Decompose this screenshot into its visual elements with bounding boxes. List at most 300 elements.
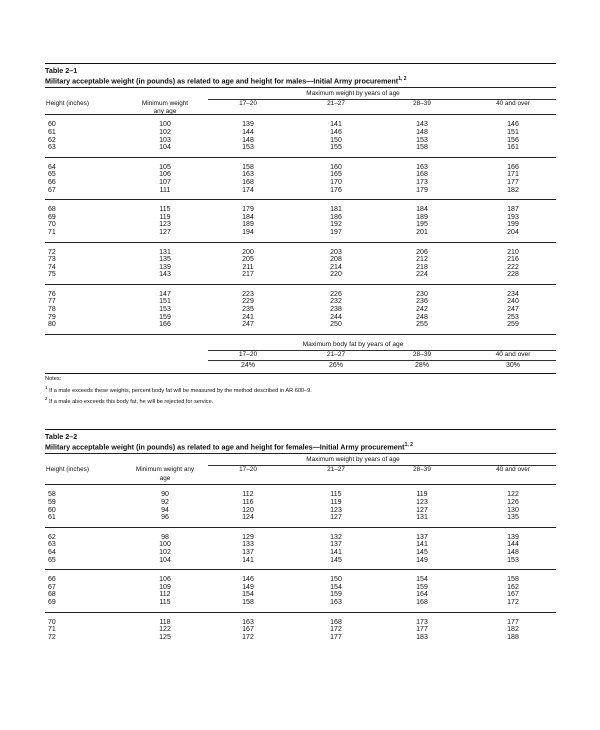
weight-40-over-cell: 172 xyxy=(507,598,519,606)
min-weight-cell: 107 xyxy=(159,178,171,186)
height-cell: 63 xyxy=(48,541,56,549)
weight-17-20-cell: 129 xyxy=(242,533,254,541)
weight-28-39-cell: 212 xyxy=(416,256,428,264)
height-cell: 75 xyxy=(48,271,56,279)
weight-17-20-cell: 168 xyxy=(242,178,254,186)
weight-17-20-cell: 139 xyxy=(242,121,254,129)
body-fat-header: Maximum body fat by years of age xyxy=(302,340,404,348)
bf-value-28-39: 28% xyxy=(414,361,430,369)
weight-40-over-cell: 193 xyxy=(507,213,519,221)
height-header: Height (inches) xyxy=(46,466,89,474)
weight-21-27-cell: 163 xyxy=(330,598,342,606)
weight-40-over-cell: 204 xyxy=(507,228,519,236)
min-weight-cell: 119 xyxy=(159,213,171,221)
weight-17-20-cell: 133 xyxy=(242,541,254,549)
weight-40-over-cell: 126 xyxy=(507,498,519,506)
weight-17-20-cell: 235 xyxy=(242,306,254,314)
bf-age-40-over: 40 and over xyxy=(495,350,531,358)
weight-21-27-cell: 250 xyxy=(330,321,342,329)
height-cell: 63 xyxy=(48,144,56,152)
weight-21-27-cell: 232 xyxy=(330,298,342,306)
min-weight-cell: 102 xyxy=(159,128,171,136)
height-cell: 74 xyxy=(48,263,56,271)
min-weight-cell: 100 xyxy=(159,121,171,129)
height-cell: 72 xyxy=(48,248,56,256)
weight-17-20-cell: 200 xyxy=(242,248,254,256)
row-group xyxy=(45,528,556,569)
table-bottom-rule xyxy=(45,373,556,374)
min-weight-header-line1: Minimum weight any xyxy=(135,466,195,474)
table-header xyxy=(45,88,556,116)
weight-21-27-cell: 170 xyxy=(330,178,342,186)
height-cell: 62 xyxy=(48,533,56,541)
weight-17-20-cell: 137 xyxy=(242,548,254,556)
weight-40-over-cell: 135 xyxy=(507,514,519,522)
weight-28-39-cell: 145 xyxy=(416,548,428,556)
note-2-text: If a male also exceeds this body fat, he will be rejected for service. xyxy=(47,398,214,405)
min-weight-cell: 115 xyxy=(159,598,171,606)
weight-21-27-cell: 145 xyxy=(330,556,342,564)
row-group xyxy=(45,485,556,526)
title-superscript: 1, 2 xyxy=(398,76,407,82)
table-row xyxy=(45,264,556,272)
table-row xyxy=(45,187,556,195)
weight-21-27-cell: 197 xyxy=(330,228,342,236)
weight-28-39-cell: 242 xyxy=(416,306,428,314)
weight-40-over-cell: 166 xyxy=(507,163,519,171)
weight-40-over-cell: 253 xyxy=(507,313,519,321)
body-fat-values-rule xyxy=(208,360,556,361)
weight-21-27-cell: 168 xyxy=(330,618,342,626)
weight-28-39-cell: 248 xyxy=(416,313,428,321)
min-weight-cell: 106 xyxy=(159,576,171,584)
table-row xyxy=(45,619,556,627)
weight-28-39-cell: 158 xyxy=(416,144,428,152)
weight-21-27-cell: 244 xyxy=(330,313,342,321)
weight-40-over-cell: 148 xyxy=(507,548,519,556)
note-2 xyxy=(45,395,312,406)
table-row xyxy=(45,171,556,179)
table-top-rule xyxy=(45,429,556,430)
row-group xyxy=(45,200,556,241)
weight-40-over-cell: 144 xyxy=(507,541,519,549)
weight-21-27-cell: 159 xyxy=(330,591,342,599)
height-cell: 59 xyxy=(48,498,56,506)
min-weight-cell: 127 xyxy=(159,228,171,236)
weight-17-20-cell: 229 xyxy=(242,298,254,306)
min-weight-cell: 122 xyxy=(159,626,171,634)
weight-21-27-cell: 238 xyxy=(330,306,342,314)
age-header-28-39: 28–39 xyxy=(413,100,431,108)
min-weight-cell: 106 xyxy=(159,171,171,179)
min-weight-cell: 166 xyxy=(159,321,171,329)
notes-heading: Notes: xyxy=(45,376,62,382)
table-row xyxy=(45,534,556,542)
height-cell: 78 xyxy=(48,306,56,314)
table-notes xyxy=(45,375,312,406)
weight-17-20-cell: 158 xyxy=(242,163,254,171)
table-row xyxy=(45,298,556,306)
weight-21-27-cell: 141 xyxy=(330,548,342,556)
weight-28-39-cell: 137 xyxy=(416,533,428,541)
weight-28-39-cell: 173 xyxy=(416,178,428,186)
weight-28-39-cell: 163 xyxy=(416,163,428,171)
table-row xyxy=(45,591,556,599)
table-row xyxy=(45,214,556,222)
weight-21-27-cell: 155 xyxy=(330,144,342,152)
weight-40-over-cell: 162 xyxy=(507,583,519,591)
table-2-1 xyxy=(45,63,556,374)
weight-21-27-cell: 123 xyxy=(330,506,342,514)
weight-17-20-cell: 205 xyxy=(242,256,254,264)
table-row xyxy=(45,256,556,264)
min-weight-cell: 104 xyxy=(159,556,171,564)
weight-28-39-cell: 154 xyxy=(416,576,428,584)
weight-40-over-cell: 187 xyxy=(507,206,519,214)
bf-age-21-27: 21–27 xyxy=(326,350,346,358)
min-weight-cell: 143 xyxy=(159,271,171,279)
weight-40-over-cell: 171 xyxy=(507,171,519,179)
weight-21-27-cell: 132 xyxy=(330,533,342,541)
weight-40-over-cell: 247 xyxy=(507,306,519,314)
weight-21-27-cell: 203 xyxy=(330,248,342,256)
table-row xyxy=(45,626,556,634)
height-cell: 61 xyxy=(48,128,56,136)
age-header-40-over: 40 and over xyxy=(496,100,530,108)
table-title xyxy=(45,75,556,85)
age-header-17-20: 17–20 xyxy=(239,100,257,108)
weight-21-27-cell: 214 xyxy=(330,263,342,271)
weight-28-39-cell: 153 xyxy=(416,136,428,144)
height-cell: 68 xyxy=(48,206,56,214)
weight-28-39-cell: 123 xyxy=(416,498,428,506)
weight-17-20-cell: 144 xyxy=(242,128,254,136)
height-cell: 77 xyxy=(48,298,56,306)
table-row xyxy=(45,137,556,145)
row-group xyxy=(45,570,556,611)
height-cell: 73 xyxy=(48,256,56,264)
weight-40-over-cell: 188 xyxy=(507,633,519,641)
table-label: Table 2–2 xyxy=(45,432,78,441)
height-cell: 76 xyxy=(48,290,56,298)
table-row xyxy=(45,499,556,507)
min-weight-cell: 131 xyxy=(159,248,171,256)
age-header-17-20: 17–20 xyxy=(239,466,257,474)
weight-17-20-cell: 112 xyxy=(242,491,254,499)
min-weight-header-line2: any age xyxy=(153,108,177,116)
weight-40-over-cell: 153 xyxy=(507,556,519,564)
table-row xyxy=(45,576,556,584)
min-weight-cell: 102 xyxy=(159,548,171,556)
min-weight-cell: 135 xyxy=(159,256,171,264)
weight-40-over-cell: 151 xyxy=(507,128,519,136)
height-cell: 71 xyxy=(48,228,56,236)
table-row xyxy=(45,221,556,229)
weight-21-27-cell: 154 xyxy=(330,583,342,591)
age-header-21-27: 21–27 xyxy=(327,100,345,108)
bf-value-17-20: 24% xyxy=(240,361,256,369)
weight-17-20-cell: 241 xyxy=(242,313,254,321)
age-header-28-39: 28–39 xyxy=(413,466,431,474)
weight-17-20-cell: 184 xyxy=(242,213,254,221)
weight-17-20-cell: 124 xyxy=(242,514,254,522)
weight-17-20-cell: 154 xyxy=(242,591,254,599)
min-weight-cell: 104 xyxy=(159,144,171,152)
height-cell: 72 xyxy=(48,633,56,641)
weight-28-39-cell: 119 xyxy=(416,491,428,499)
table-row xyxy=(45,229,556,237)
weight-40-over-cell: 182 xyxy=(507,186,519,194)
weight-40-over-cell: 228 xyxy=(507,271,519,279)
height-cell: 67 xyxy=(48,186,56,194)
min-weight-cell: 90 xyxy=(161,491,169,499)
row-group xyxy=(45,158,556,199)
height-cell: 68 xyxy=(48,591,56,599)
weight-28-39-cell: 195 xyxy=(416,221,428,229)
weight-21-27-cell: 127 xyxy=(330,514,342,522)
min-weight-cell: 96 xyxy=(161,514,169,522)
min-weight-cell: 115 xyxy=(159,206,171,214)
weight-21-27-cell: 150 xyxy=(330,136,342,144)
weight-17-20-cell: 167 xyxy=(242,626,254,634)
table-row xyxy=(45,507,556,515)
weight-17-20-cell: 163 xyxy=(242,171,254,179)
weight-28-39-cell: 236 xyxy=(416,298,428,306)
weight-17-20-cell: 163 xyxy=(242,618,254,626)
height-cell: 64 xyxy=(48,163,56,171)
weight-40-over-cell: 161 xyxy=(507,144,519,152)
weight-21-27-cell: 192 xyxy=(330,221,342,229)
weight-17-20-cell: 247 xyxy=(242,321,254,329)
min-weight-cell: 105 xyxy=(159,163,171,171)
weight-28-39-cell: 143 xyxy=(416,121,428,129)
height-cell: 71 xyxy=(48,626,56,634)
max-weight-header: Maximum weight by years of age xyxy=(306,90,400,98)
bf-age-17-20: 17–20 xyxy=(238,350,258,358)
bf-value-40-over: 30% xyxy=(505,361,521,369)
weight-40-over-cell: 122 xyxy=(507,491,519,499)
weight-21-27-cell: 137 xyxy=(330,541,342,549)
bf-age-28-39: 28–39 xyxy=(412,350,432,358)
weight-40-over-cell: 130 xyxy=(507,506,519,514)
height-cell: 80 xyxy=(48,321,56,329)
table-row xyxy=(45,179,556,187)
weight-40-over-cell: 146 xyxy=(507,121,519,129)
table-row xyxy=(45,514,556,522)
weight-21-27-cell: 220 xyxy=(330,271,342,279)
table-row xyxy=(45,144,556,152)
min-weight-cell: 123 xyxy=(159,221,171,229)
title-superscript: 1, 2 xyxy=(404,442,413,448)
table-row xyxy=(45,634,556,642)
weight-28-39-cell: 173 xyxy=(416,618,428,626)
min-weight-cell: 98 xyxy=(161,533,169,541)
table-row xyxy=(45,121,556,129)
height-cell: 58 xyxy=(48,491,56,499)
weight-17-20-cell: 211 xyxy=(242,263,254,271)
weight-28-39-cell: 164 xyxy=(416,591,428,599)
table-label: Table 2–1 xyxy=(45,66,78,75)
weight-40-over-cell: 158 xyxy=(507,576,519,584)
table-row xyxy=(45,249,556,257)
table-header xyxy=(45,454,556,483)
weight-28-39-cell: 206 xyxy=(416,248,428,256)
row-group xyxy=(45,115,556,156)
weight-21-27-cell: 176 xyxy=(330,186,342,194)
weight-40-over-cell: 177 xyxy=(507,618,519,626)
table-row xyxy=(45,129,556,137)
table-title-text: Military acceptable weight (in pounds) as related to age and height for males—Initial Army procurement xyxy=(45,76,399,86)
weight-40-over-cell: 199 xyxy=(507,221,519,229)
table-top-rule xyxy=(45,63,556,64)
min-weight-cell: 103 xyxy=(159,136,171,144)
height-cell: 67 xyxy=(48,583,56,591)
table-row xyxy=(45,549,556,557)
weight-21-27-cell: 172 xyxy=(330,626,342,634)
weight-21-27-cell: 119 xyxy=(330,498,342,506)
weight-21-27-cell: 165 xyxy=(330,171,342,179)
weight-40-over-cell: 156 xyxy=(507,136,519,144)
table-body xyxy=(45,485,556,646)
min-weight-cell: 151 xyxy=(159,298,171,306)
min-weight-cell: 147 xyxy=(159,290,171,298)
weight-40-over-cell: 167 xyxy=(507,591,519,599)
weight-21-27-cell: 150 xyxy=(330,576,342,584)
weight-28-39-cell: 168 xyxy=(416,598,428,606)
weight-28-39-cell: 141 xyxy=(416,541,428,549)
table-row xyxy=(45,164,556,172)
weight-28-39-cell: 149 xyxy=(416,556,428,564)
min-weight-cell: 92 xyxy=(161,498,169,506)
age-header-21-27: 21–27 xyxy=(327,466,345,474)
height-cell: 60 xyxy=(48,121,56,129)
height-cell: 66 xyxy=(48,178,56,186)
weight-40-over-cell: 234 xyxy=(507,290,519,298)
weight-28-39-cell: 184 xyxy=(416,206,428,214)
weight-40-over-cell: 210 xyxy=(507,248,519,256)
weight-40-over-cell: 182 xyxy=(507,626,519,634)
bf-value-21-27: 26% xyxy=(328,361,344,369)
min-weight-cell: 118 xyxy=(159,618,171,626)
weight-28-39-cell: 230 xyxy=(416,290,428,298)
height-cell: 69 xyxy=(48,598,56,606)
height-cell: 65 xyxy=(48,171,56,179)
weight-21-27-cell: 186 xyxy=(330,213,342,221)
weight-21-27-cell: 115 xyxy=(330,491,342,499)
weight-17-20-cell: 148 xyxy=(242,136,254,144)
height-cell: 64 xyxy=(48,548,56,556)
weight-40-over-cell: 240 xyxy=(507,298,519,306)
min-weight-cell: 139 xyxy=(159,263,171,271)
table-row xyxy=(45,557,556,565)
note-1-marker: 1 xyxy=(45,384,48,390)
weight-17-20-cell: 179 xyxy=(242,206,254,214)
min-weight-cell: 125 xyxy=(159,633,171,641)
weight-17-20-cell: 189 xyxy=(242,221,254,229)
note-1 xyxy=(45,384,312,395)
max-weight-header: Maximum weight by years of age xyxy=(306,456,400,464)
min-weight-cell: 94 xyxy=(161,506,169,514)
min-weight-cell: 111 xyxy=(159,186,171,194)
weight-21-27-cell: 177 xyxy=(330,633,342,641)
height-cell: 66 xyxy=(48,576,56,584)
weight-28-39-cell: 159 xyxy=(416,583,428,591)
weight-21-27-cell: 226 xyxy=(330,290,342,298)
weight-28-39-cell: 189 xyxy=(416,213,428,221)
weight-17-20-cell: 172 xyxy=(242,633,254,641)
weight-17-20-cell: 141 xyxy=(242,556,254,564)
weight-17-20-cell: 153 xyxy=(242,144,254,152)
weight-40-over-cell: 177 xyxy=(507,178,519,186)
weight-21-27-cell: 181 xyxy=(330,206,342,214)
weight-28-39-cell: 148 xyxy=(416,128,428,136)
weight-21-27-cell: 208 xyxy=(330,256,342,264)
weight-17-20-cell: 158 xyxy=(242,598,254,606)
weight-28-39-cell: 177 xyxy=(416,626,428,634)
weight-28-39-cell: 183 xyxy=(416,633,428,641)
weight-40-over-cell: 139 xyxy=(507,533,519,541)
row-group xyxy=(45,243,556,284)
weight-17-20-cell: 223 xyxy=(242,290,254,298)
weight-28-39-cell: 131 xyxy=(416,514,428,522)
weight-17-20-cell: 146 xyxy=(242,576,254,584)
note-2-marker: 2 xyxy=(45,395,48,401)
weight-28-39-cell: 201 xyxy=(416,228,428,236)
height-header: Height (inches) xyxy=(46,100,89,108)
body-fat-section xyxy=(45,335,556,373)
table-title-text: Military acceptable weight (in pounds) as related to age and height for females—Initial Army procurement xyxy=(45,442,405,452)
weight-28-39-cell: 127 xyxy=(416,506,428,514)
row-group xyxy=(45,285,556,334)
weight-28-39-cell: 179 xyxy=(416,186,428,194)
height-cell: 79 xyxy=(48,313,56,321)
height-cell: 69 xyxy=(48,213,56,221)
weight-28-39-cell: 224 xyxy=(416,271,428,279)
min-weight-header-line2: age xyxy=(159,475,171,483)
min-weight-cell: 159 xyxy=(159,313,171,321)
weight-21-27-cell: 160 xyxy=(330,163,342,171)
table-title xyxy=(45,441,556,451)
note-1-text: If a male exceeds these weights, percent body fat will be measured by the method described in AR 600–9. xyxy=(47,387,312,394)
table-row xyxy=(45,291,556,299)
height-cell: 65 xyxy=(48,556,56,564)
weight-17-20-cell: 217 xyxy=(242,271,254,279)
weight-17-20-cell: 120 xyxy=(242,506,254,514)
min-weight-cell: 153 xyxy=(159,306,171,314)
min-weight-cell: 109 xyxy=(159,583,171,591)
height-cell: 60 xyxy=(48,506,56,514)
table-row xyxy=(45,541,556,549)
table-2-2 xyxy=(45,429,556,646)
table-row xyxy=(45,599,556,607)
height-cell: 70 xyxy=(48,221,56,229)
height-cell: 61 xyxy=(48,514,56,522)
weight-40-over-cell: 216 xyxy=(507,256,519,264)
table-row xyxy=(45,321,556,329)
table-row xyxy=(45,206,556,214)
table-body xyxy=(45,115,556,334)
min-weight-cell: 112 xyxy=(159,591,171,599)
age-header-40-over: 40 and over xyxy=(496,466,530,474)
table-row xyxy=(45,306,556,314)
table-row xyxy=(45,491,556,499)
weight-17-20-cell: 149 xyxy=(242,583,254,591)
height-cell: 70 xyxy=(48,618,56,626)
weight-28-39-cell: 168 xyxy=(416,171,428,179)
row-group xyxy=(45,613,556,647)
weight-17-20-cell: 194 xyxy=(242,228,254,236)
table-row xyxy=(45,271,556,279)
